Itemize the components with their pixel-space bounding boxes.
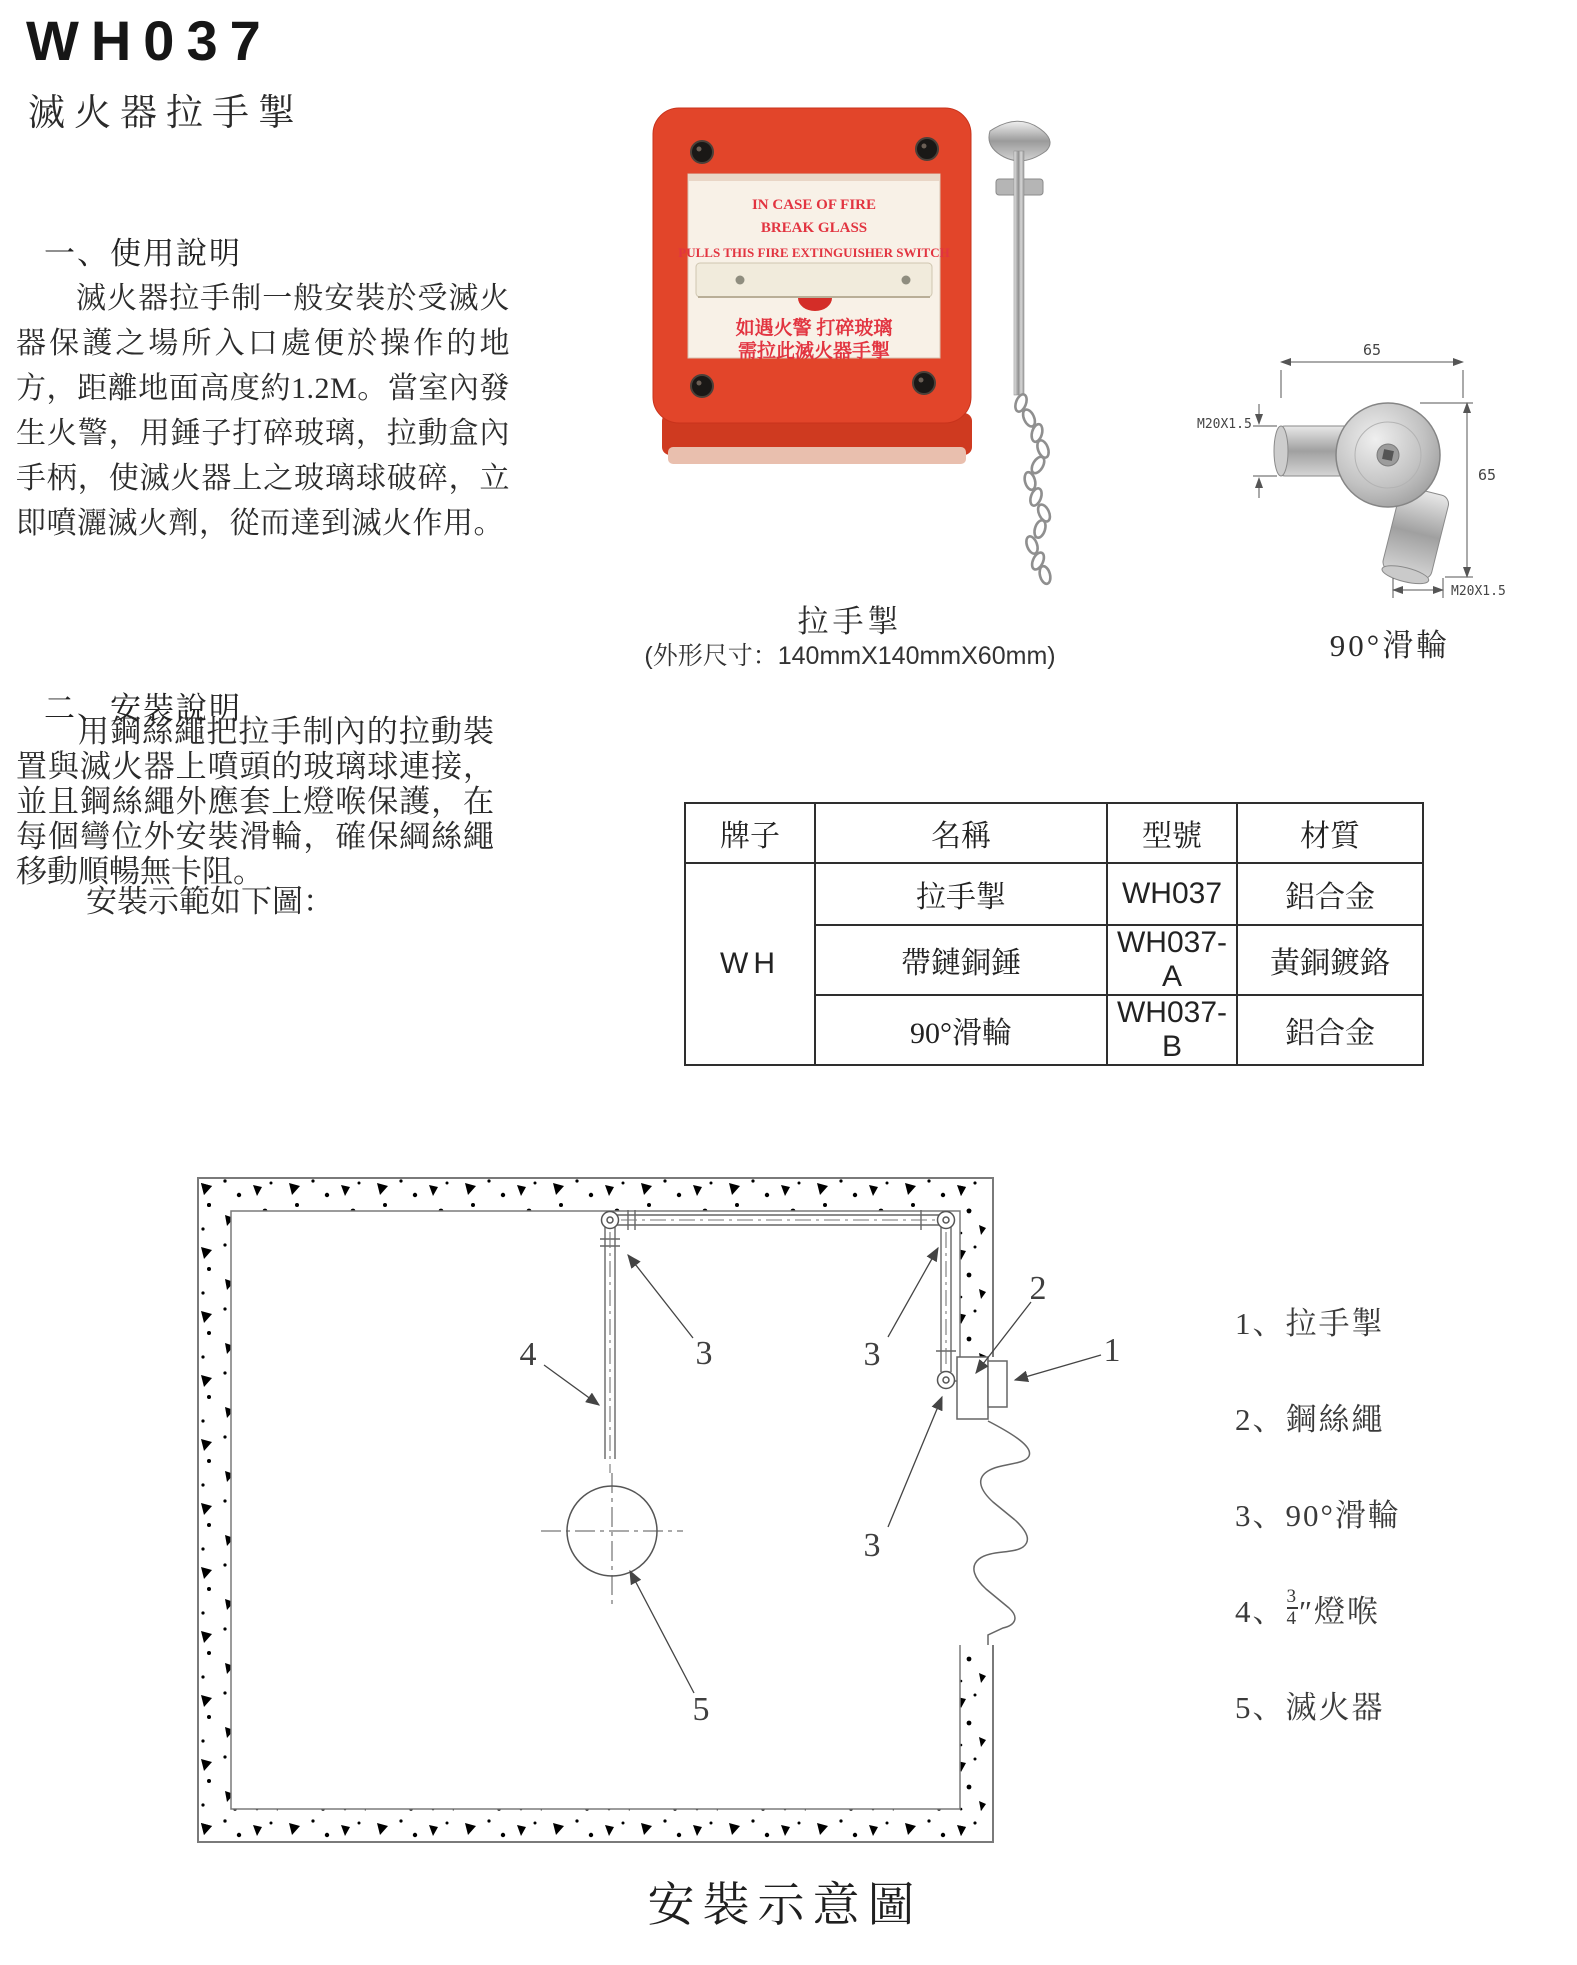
dimension-left (1253, 404, 1277, 498)
spec-table (684, 802, 1424, 1066)
handle-bar (696, 263, 932, 297)
sign-line-1: IN CASE OF FIRE (751, 197, 877, 213)
legend-num: 1、 (1235, 1305, 1286, 1341)
sign-zh-line-1: 如遇火警 打碎玻璃 (735, 318, 893, 339)
header-name: 名稱 (815, 803, 1107, 863)
legend-item-3 (1235, 1484, 1565, 1540)
callout-2: 2 (1029, 1270, 1047, 1307)
photo-dimensions: (外形尺寸：140mmX140mmX60mm) (644, 642, 1056, 670)
install-heading: 二、安裝說明 (44, 691, 242, 726)
photo-caption: 拉手掣 (797, 604, 903, 639)
model-cell: WH037-B (1107, 995, 1237, 1065)
installation-diagram (195, 1175, 1225, 1850)
legend-label: ″燈喉 (1299, 1593, 1381, 1629)
pulley-body (1274, 403, 1450, 588)
dim-right-label: 65 (1478, 466, 1497, 484)
pull-switch-photo (640, 95, 1060, 595)
thread-bottom-label: M20X1.5 (1451, 584, 1506, 599)
sign-line-2: BREAK GLASS (760, 220, 868, 236)
wire-rope-centerline (610, 1220, 946, 1473)
name-cell: 拉手掣 (815, 863, 1107, 925)
model-cell: WH037 (1107, 863, 1237, 925)
callout-4: 4 (519, 1336, 537, 1373)
usage-heading: 一、使用說明 (44, 236, 242, 271)
legend-num: 5、 (1235, 1689, 1286, 1725)
name-cell: 帶鏈銅錘 (815, 925, 1107, 995)
conduit-run (600, 1210, 956, 1459)
callout-3: 3 (863, 1336, 881, 1373)
callout-numbers (520, 1270, 1121, 1728)
table-row (685, 863, 1423, 925)
legend-item-5 (1235, 1676, 1565, 1732)
name-cell: 90°滑輪 (815, 995, 1107, 1065)
material-cell: 鋁合金 (1237, 863, 1423, 925)
material-cell: 黃銅鍍鉻 (1237, 925, 1423, 995)
legend-label: 滅火器 (1285, 1689, 1385, 1725)
chain-icon (1013, 393, 1052, 585)
callout-3: 3 (695, 1335, 713, 1372)
page-subtitle: 滅火器拉手掣 (28, 93, 304, 134)
pulley-symbol (602, 1212, 955, 1389)
install-note: 安裝示範如下圖： (86, 884, 334, 919)
centerline-cross (541, 1473, 683, 1609)
usage-paragraph: 滅火器拉手制一般安裝於受滅火器保護之場所入口處便於操作的地方，距離地面高度約1.2M。當室內發生火警，用錘子打碎玻璃，拉動盒內手柄，使滅火器上之玻璃球破碎，立即噴灑滅火劑，從而達到滅火作用。 (16, 282, 510, 540)
material-cell: 鋁合金 (1237, 995, 1423, 1065)
header-model: 型號 (1107, 803, 1237, 863)
handle-screw-icon (736, 276, 745, 285)
legend-item-4 (1235, 1580, 1565, 1636)
dimension-top (1281, 362, 1463, 398)
fraction: $\frac{3}{4}$ (1286, 1585, 1299, 1629)
install-paragraph: 用鋼絲繩把拉手制內的拉動裝置與滅火器上噴頭的玻璃球連接，並且鋼絲繩外應套上燈喉保護，在每個彎位外安裝滑輪，確保綱絲繩移動順暢無卡阻。 (16, 714, 494, 889)
handle-screw-icon (902, 276, 911, 285)
sign-zh-line-2: 需拉此滅火器手掣 (737, 341, 891, 362)
header-material: 材質 (1237, 803, 1423, 863)
callout-5: 5 (692, 1691, 710, 1728)
legend-item-2 (1235, 1388, 1565, 1444)
thread-left-label: M20X1.5 (1197, 417, 1252, 432)
sign-line-3: PULLS THIS FIRE EXTINGUISHER SWITCH (678, 245, 950, 260)
callout-1: 1 (1103, 1332, 1121, 1369)
glass-top-shadow (688, 174, 940, 181)
legend-num: 4、 (1235, 1593, 1286, 1629)
pulley-drawing (1195, 340, 1577, 620)
legend-num: 3、 (1235, 1497, 1286, 1533)
dim-top-label: 65 (1362, 341, 1382, 359)
header-brand: 牌子 (685, 803, 815, 863)
legend-label: 拉手掣 (1285, 1305, 1385, 1341)
diagram-legend (1235, 1292, 1565, 1772)
legend-num: 2、 (1235, 1401, 1286, 1437)
brand-cell: WH (685, 863, 815, 1065)
legend-label: 90°滑輪 (1285, 1497, 1401, 1533)
page-title: WH037 (26, 9, 273, 72)
pulley-caption: 90°滑輪 (1329, 628, 1451, 663)
model-cell: WH037-A (1107, 925, 1237, 995)
diagram-caption: 安裝示意圖 (647, 1880, 923, 1932)
box-felt-edge (668, 447, 966, 464)
legend-item-1 (1235, 1292, 1565, 1348)
spec-header-row (685, 803, 1423, 863)
legend-label: 鋼絲繩 (1285, 1401, 1385, 1437)
hammer-icon (989, 121, 1050, 395)
callout-3: 3 (863, 1527, 881, 1564)
